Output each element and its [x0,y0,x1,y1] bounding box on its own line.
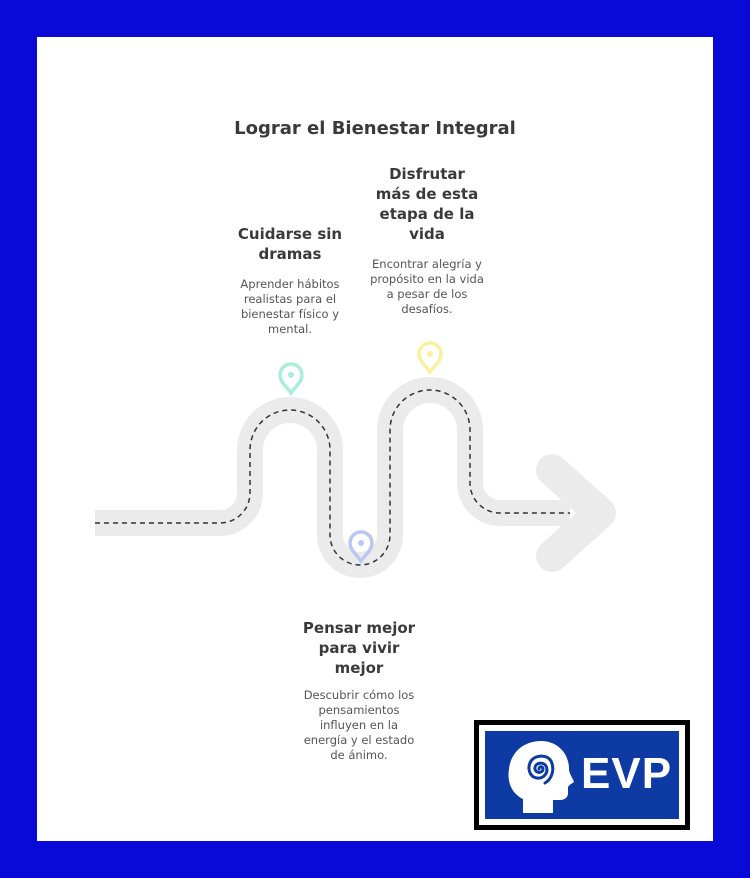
step-2-desc-line: energía y el estado [303,733,415,747]
logo-frame [479,725,685,825]
step-1-desc-line: realistas para el [243,292,337,306]
step-1-title-line: dramas [258,245,322,263]
road-path [95,390,570,565]
step-2-desc-line: pensamientos [318,703,400,717]
step-2-title-line: para vivir [318,639,400,657]
head-spiral-icon [505,737,575,817]
step-3-desc-line: propósito en la vida [370,272,484,286]
logo-panel [485,731,679,819]
step-2-desc-line: de ánimo. [330,748,388,762]
logo-text: EVP [581,749,673,798]
evp-logo [474,720,690,830]
step-3-title-line: etapa de la [379,205,475,223]
step-2-title-line: Pensar mejor [302,619,416,637]
step-1-description [215,277,365,337]
step-3-title-line: vida [409,225,445,243]
step-2-desc-line: influyen en la [319,718,399,732]
pin-icon-step-3 [419,343,441,372]
step-3-description [352,257,502,317]
step-2-title [284,618,434,678]
step-3-desc-line: desafíos. [401,302,453,316]
step-3-desc-line: a pesar de los [386,287,468,301]
step-2-title-line: mejor [334,659,384,677]
step-3-title [352,164,502,244]
step-1-desc-line: mental. [268,322,312,336]
step-1-desc-line: bienestar físico y [240,307,340,321]
step-3-title-line: Disfrutar [389,165,465,183]
page-title: Lograr el Bienestar Integral [234,118,516,139]
step-1-title-line: Cuidarse sin [237,225,343,243]
pin-icon-step-1 [280,364,302,393]
step-2-description [284,688,434,763]
step-3-desc-line: Encontrar alegría y [372,257,482,271]
step-3-title-line: más de esta [375,185,479,203]
step-1-desc-line: Aprender hábitos [240,277,340,291]
step-1-title [215,224,365,264]
step-2-desc-line: Descubrir cómo los [303,688,415,702]
